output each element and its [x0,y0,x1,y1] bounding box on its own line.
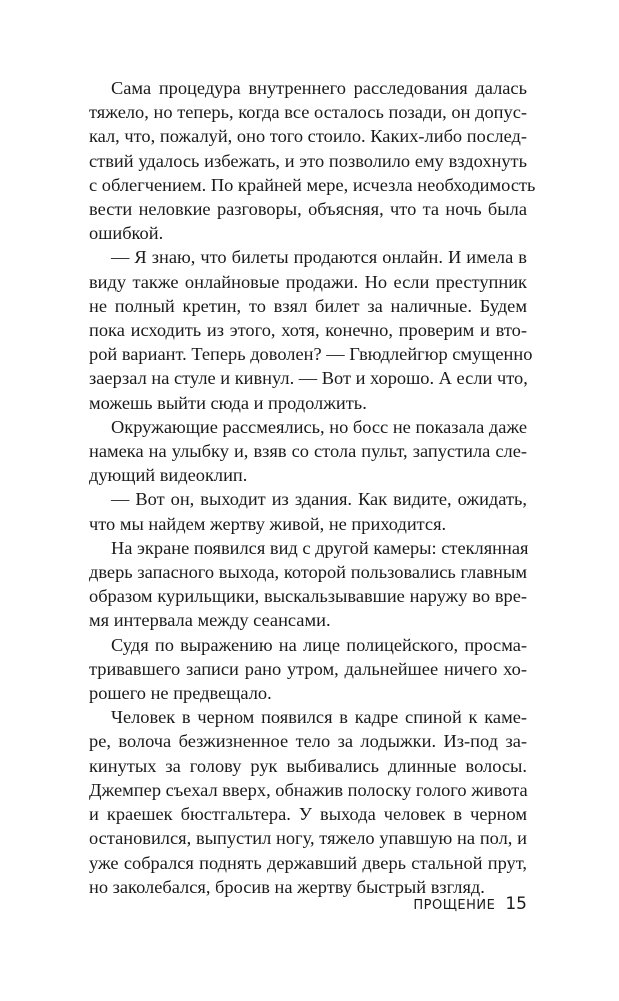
text-line: пока исходить из этого, хотя, конечно, проверим и вто- [89,320,527,341]
text-line: дующий видеоклип. [89,465,248,486]
text-line: Сама процедура внутреннего расследования далась [111,78,527,98]
text-line: но заколебался, бросив на жертву быстрый взгляд. [89,876,485,897]
text-line: Судя по выражению на лице полицейского, просма- [111,634,527,655]
text-line: — Вот он, выходит из здания. Как видите, ожидать, [111,489,527,510]
text-line: кал, что, пожалуй, оно того стоило. Каких-либо послед- [89,126,527,147]
text-line: — Я знаю, что билеты продаются онлайн. И имела в [111,247,527,268]
page-number: 15 [505,894,527,914]
text-line: мя интервала между сеансами. [89,610,331,631]
text-line: рошего не предвещало. [89,683,272,704]
text-line: Человек в черном появился в кадре спиной к каме- [111,707,527,728]
text-line: тривавшего записи рано утром, дальнейшее ничего хо- [89,658,527,679]
text-line: образом курильщики, выскальзывавшие наружу во вре- [89,586,527,607]
text-line: кинутых за голову рук выбивались длинные волосы. [89,755,527,776]
paragraph [89,76,536,245]
text-line: можешь выйти сюда и продолжить. [89,392,367,413]
text-line: рой вариант. Теперь доволен? — Гвюдлейгюр смущенно [89,344,533,365]
text-line: остановился, выпустил ногу, тяжело упавшую на пол, и [89,828,527,849]
text-line: с облегчением. По крайней мере, исчезла необходимость [89,174,536,195]
paragraph [89,536,527,633]
text-line: Джемпер съехал вверх, обнажив полоску голого живота [89,779,528,800]
text-line: Окружающие рассмеялись, но босс не показала даже [111,416,527,437]
body-text [89,76,536,899]
text-line: заерзал на стуле и кивнул. — Вот и хорошо. А если что, [89,368,528,389]
text-line: ствий удалось избежать, и это позволило ему вздохнуть [89,150,527,171]
text-line: что мы найдем жертву живой, не приходится. [89,513,447,534]
paragraph [89,245,533,414]
paragraph [89,487,527,535]
text-line: намека на улыбку и, взяв со стола пульт, запустила сле- [89,441,527,462]
text-line: уже собрался поднять державший дверь стальной прут, [89,852,527,873]
text-line: ошибкой. [89,223,164,244]
text-line: ре, волоча безжизненное тело за лодыжки. Из-под за- [89,731,527,752]
text-line: На экране появился вид с другой камеры: стеклянная [111,537,529,558]
text-line: и краешек бюстгальтера. У выхода человек в черном [89,804,527,825]
text-line: вести неловкие разговоры, объясняя, что та ночь была [89,199,527,220]
text-line: дверь запасного выхода, которой пользовались главным [89,562,527,583]
text-line: тяжело, но теперь, когда все осталось позади, он допус- [89,102,527,123]
paragraph [89,415,527,488]
paragraph [89,705,527,899]
book-title: ПРОЩЕНИЕ [413,898,496,913]
running-footer [0,894,527,914]
text-line: не полный кретин, то взял билет за наличные. Будем [89,295,527,316]
paragraph [89,633,527,706]
text-line: виду также онлайновые продажи. Но если преступник [89,271,527,292]
